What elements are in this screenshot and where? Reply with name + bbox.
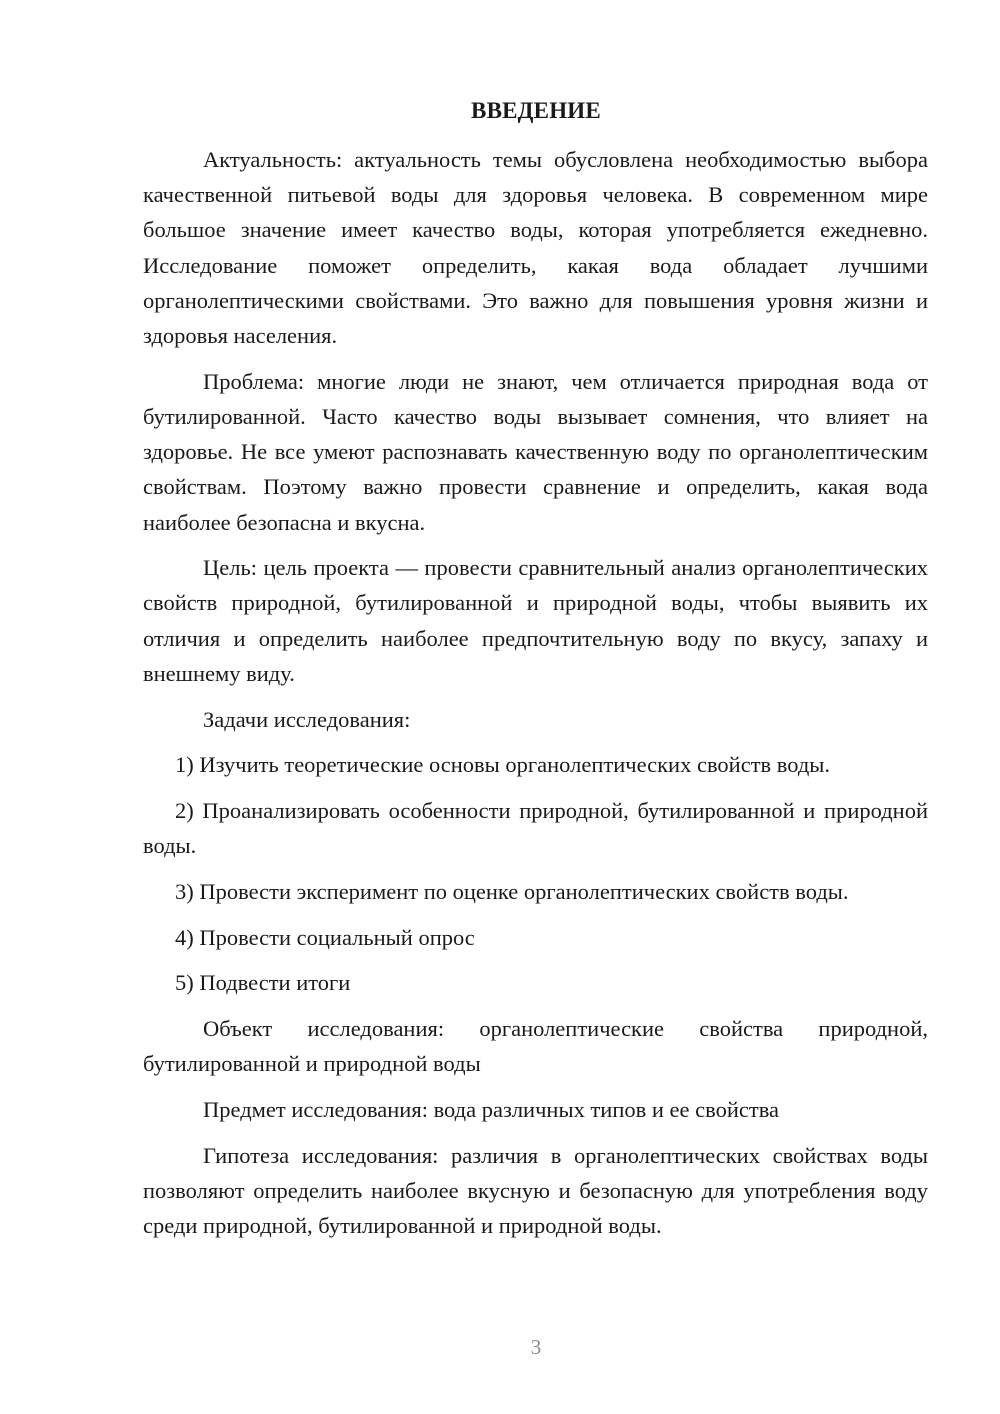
page-title: ВВЕДЕНИЕ [471,98,601,123]
tasks-heading: Задачи исследования: [203,706,411,732]
page-number: 3 [530,1335,542,1359]
task-item-2: 2) Проанализировать особенности природной, бутилированной и природной воды. [143,797,928,859]
task-list [143,747,928,1000]
task-item-3: 3) Провести эксперимент по оценке органолептических свойств воды. [175,878,849,904]
paragraph-object: Объект исследования: органолептические свойства природной, бутилированной и природной воды [143,1015,928,1077]
task-item-5: 5) Подвести итоги [175,970,351,996]
paragraph-subject: Предмет исследования: вода различных типов и ее свойства [203,1096,780,1122]
paragraph-relevance: Актуальность: актуальность темы обусловлена необходимостью выбора качественной питьевой воды для здоровья человека. В современном мире большое значение имеет качество воды, которая употребляется ежедневно. Исследование поможет определить, какая вода обладает лучшими органолептическими свойствами. Это важно для повышения уровня жизни и здоровья населения. [143,147,928,349]
paragraph-goal: Цель: цель проекта — провести сравнительный анализ органолептических свойств природной, бутилированной и природной воды, чтобы выявить их отличия и определить наиболее предпочтительную воду по вкусу, запаху и внешнему виду. [143,555,928,686]
document-body [143,142,928,1254]
task-item-1: 1) Изучить теоретические основы органолептических свойств воды. [175,752,831,778]
paragraph-hypothesis: Гипотеза исследования: различия в органолептических свойствах воды позволяют определить наиболее вкусную и безопасную для употребления воду среди природной, бутилированной и природной воды. [143,1142,928,1238]
paragraph-problem: Проблема: многие люди не знают, чем отличается природная вода от бутилированной. Часто качество воды вызывает сомнения, что влияет на здоровье. Не все умеют распознавать качественную воду по органолептическим свойствам. Поэтому важно провести сравнение и определить, какая вода наиболее безопасна и вкусна. [143,368,928,535]
task-item-4: 4) Провести социальный опрос [175,924,475,950]
